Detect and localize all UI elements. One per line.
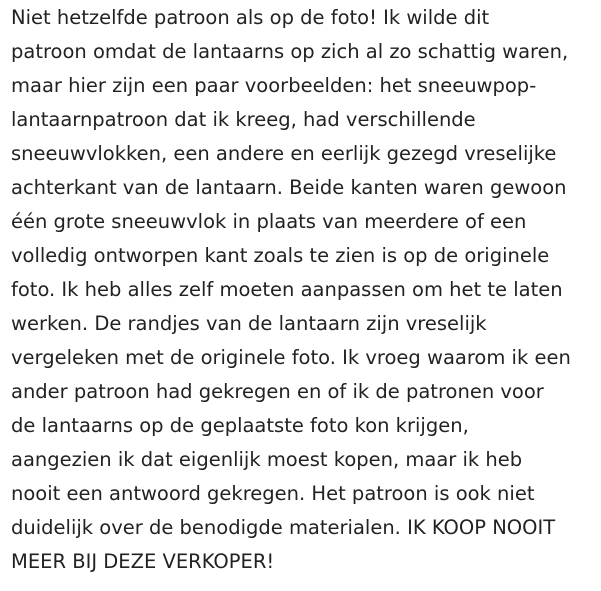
review-line: volledig ontworpen kant zoals te zien is op de originele [11,244,550,267]
review-line: lantaarnpatroon dat ik kreeg, had verschillende [11,108,476,131]
review-line: Niet hetzelfde patroon als op de foto! Ik wilde dit [11,6,490,29]
review-line: nooit een antwoord gekregen. Het patroon is ook niet [11,482,535,505]
review-line: foto. Ik heb alles zelf moeten aanpassen om het te laten [11,278,563,301]
review-line: één grote sneeuwvlok in plaats van meerdere of een [11,210,527,233]
review-line: duidelijk over de benodigde materialen. IK KOOP NOOIT [11,516,556,539]
review-line: patroon omdat de lantaarns op zich al zo schattig waren, [11,40,569,63]
review-text [11,1,599,579]
review-line: werken. De randjes van de lantaarn zijn vreselijk [11,312,487,335]
review-line: achterkant van de lantaarn. Beide kanten waren gewoon [11,176,567,199]
review-line: maar hier zijn een paar voorbeelden: het sneeuwpop- [11,74,537,97]
review-line: aangezien ik dat eigenlijk moest kopen, maar ik heb [11,448,523,471]
review-line: vergeleken met de originele foto. Ik vroeg waarom ik een [11,346,571,369]
review-line: de lantaarns op de geplaatste foto kon krijgen, [11,414,469,437]
review-line: ander patroon had gekregen en of ik de patronen voor [11,380,544,403]
review-line: sneeuwvlokken, een andere en eerlijk gezegd vreselijke [11,142,557,165]
review-line: MEER BIJ DEZE VERKOPER! [11,550,275,573]
